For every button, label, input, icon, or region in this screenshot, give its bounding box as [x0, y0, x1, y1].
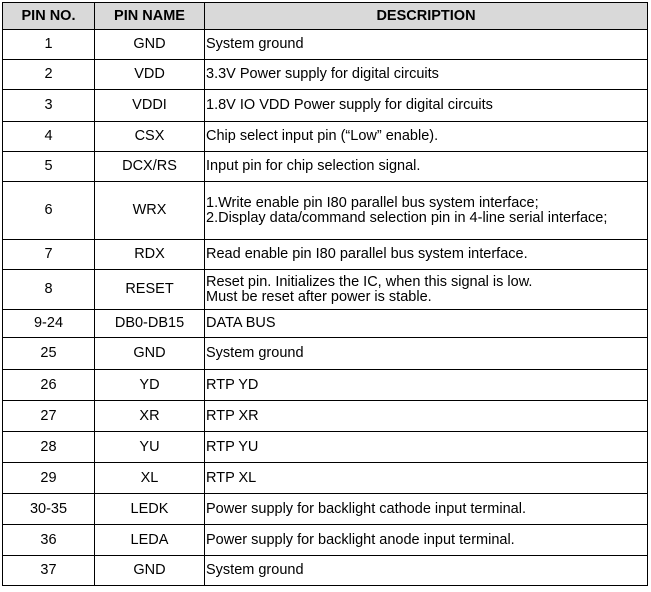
pin-name: RDX — [95, 240, 205, 270]
pin-number: 7 — [3, 240, 95, 270]
table-row — [3, 338, 648, 370]
description-line: System ground — [206, 345, 304, 361]
header-description: DESCRIPTION — [205, 3, 648, 30]
header-row — [3, 3, 648, 30]
table-row — [3, 494, 648, 525]
description-line: RTP XL — [206, 469, 257, 486]
pin-description — [205, 494, 648, 525]
header-pin-no: PIN NO. — [3, 3, 95, 30]
pin-description — [205, 338, 648, 370]
table-row — [3, 401, 648, 432]
pin-name: GND — [95, 338, 205, 370]
table-row — [3, 90, 648, 122]
table-row — [3, 240, 648, 270]
description-line: Must be reset after power is stable. — [206, 288, 432, 305]
description-line: Read enable pin I80 parallel bus system interface. — [206, 246, 528, 262]
pin-number: 36 — [3, 525, 95, 556]
pin-number: 26 — [3, 370, 95, 401]
pin-number: 5 — [3, 152, 95, 182]
pin-description — [205, 463, 648, 494]
table-row — [3, 30, 648, 60]
pin-number: 25 — [3, 338, 95, 370]
description-line: 2.Display data/command selection pin in 4-line serial interface; — [206, 209, 608, 226]
pin-description — [205, 152, 648, 182]
description-line: RTP YD — [206, 376, 259, 393]
description-line: System ground — [206, 36, 304, 52]
description-line: System ground — [206, 562, 304, 578]
description-line: Chip select input pin (“Low” enable). — [206, 128, 439, 144]
pin-name: LEDK — [95, 494, 205, 525]
pin-name: GND — [95, 556, 205, 586]
pin-description — [205, 30, 648, 60]
table-row — [3, 60, 648, 90]
description-line: Reset pin. Initializes the IC, when this signal is low. — [206, 273, 533, 290]
pin-number: 28 — [3, 432, 95, 463]
table-row — [3, 556, 648, 586]
pin-name: YD — [95, 370, 205, 401]
description-line: Power supply for backlight cathode input terminal. — [206, 500, 526, 517]
pin-description — [205, 270, 648, 310]
description-line: 1.Write enable pin I80 parallel bus system interface; — [206, 194, 539, 211]
pin-name: LEDA — [95, 525, 205, 556]
table-row — [3, 152, 648, 182]
pin-description — [205, 432, 648, 463]
description-line: Input pin for chip selection signal. — [206, 158, 421, 174]
pin-number: 30-35 — [3, 494, 95, 525]
pin-name: VDD — [95, 60, 205, 90]
pin-name: DCX/RS — [95, 152, 205, 182]
pin-number: 9-24 — [3, 310, 95, 338]
description-line: RTP XR — [206, 407, 259, 424]
pin-name: DB0-DB15 — [95, 310, 205, 338]
pin-name: GND — [95, 30, 205, 60]
pin-description — [205, 370, 648, 401]
description-line: 3.3V Power supply for digital circuits — [206, 66, 439, 82]
pin-description — [205, 525, 648, 556]
table-row — [3, 432, 648, 463]
pin-name: CSX — [95, 122, 205, 152]
pin-description — [205, 122, 648, 152]
table-row — [3, 463, 648, 494]
pin-table — [2, 2, 648, 586]
table-row — [3, 270, 648, 310]
pin-description — [205, 60, 648, 90]
description-line: RTP YU — [206, 438, 259, 455]
pin-description — [205, 310, 648, 338]
table-row — [3, 370, 648, 401]
table-row — [3, 310, 648, 338]
pin-name: YU — [95, 432, 205, 463]
pin-name: VDDI — [95, 90, 205, 122]
description-line: DATA BUS — [206, 315, 276, 331]
pin-number: 29 — [3, 463, 95, 494]
pin-description — [205, 556, 648, 586]
pin-name: WRX — [95, 182, 205, 240]
pin-number: 4 — [3, 122, 95, 152]
pin-number: 2 — [3, 60, 95, 90]
pin-number: 6 — [3, 182, 95, 240]
table-row — [3, 182, 648, 240]
description-line: Power supply for backlight anode input terminal. — [206, 531, 515, 548]
table-body — [3, 30, 648, 586]
pin-description — [205, 401, 648, 432]
pin-number: 27 — [3, 401, 95, 432]
pin-number: 1 — [3, 30, 95, 60]
table-row — [3, 122, 648, 152]
pin-number: 37 — [3, 556, 95, 586]
pin-number: 8 — [3, 270, 95, 310]
pin-description — [205, 90, 648, 122]
table-row — [3, 525, 648, 556]
description-line: 1.8V IO VDD Power supply for digital circuits — [206, 97, 493, 113]
header-pin-name: PIN NAME — [95, 3, 205, 30]
pin-name: XR — [95, 401, 205, 432]
pin-description — [205, 240, 648, 270]
pin-number: 3 — [3, 90, 95, 122]
pin-description — [205, 182, 648, 240]
pin-name: XL — [95, 463, 205, 494]
pin-name: RESET — [95, 270, 205, 310]
